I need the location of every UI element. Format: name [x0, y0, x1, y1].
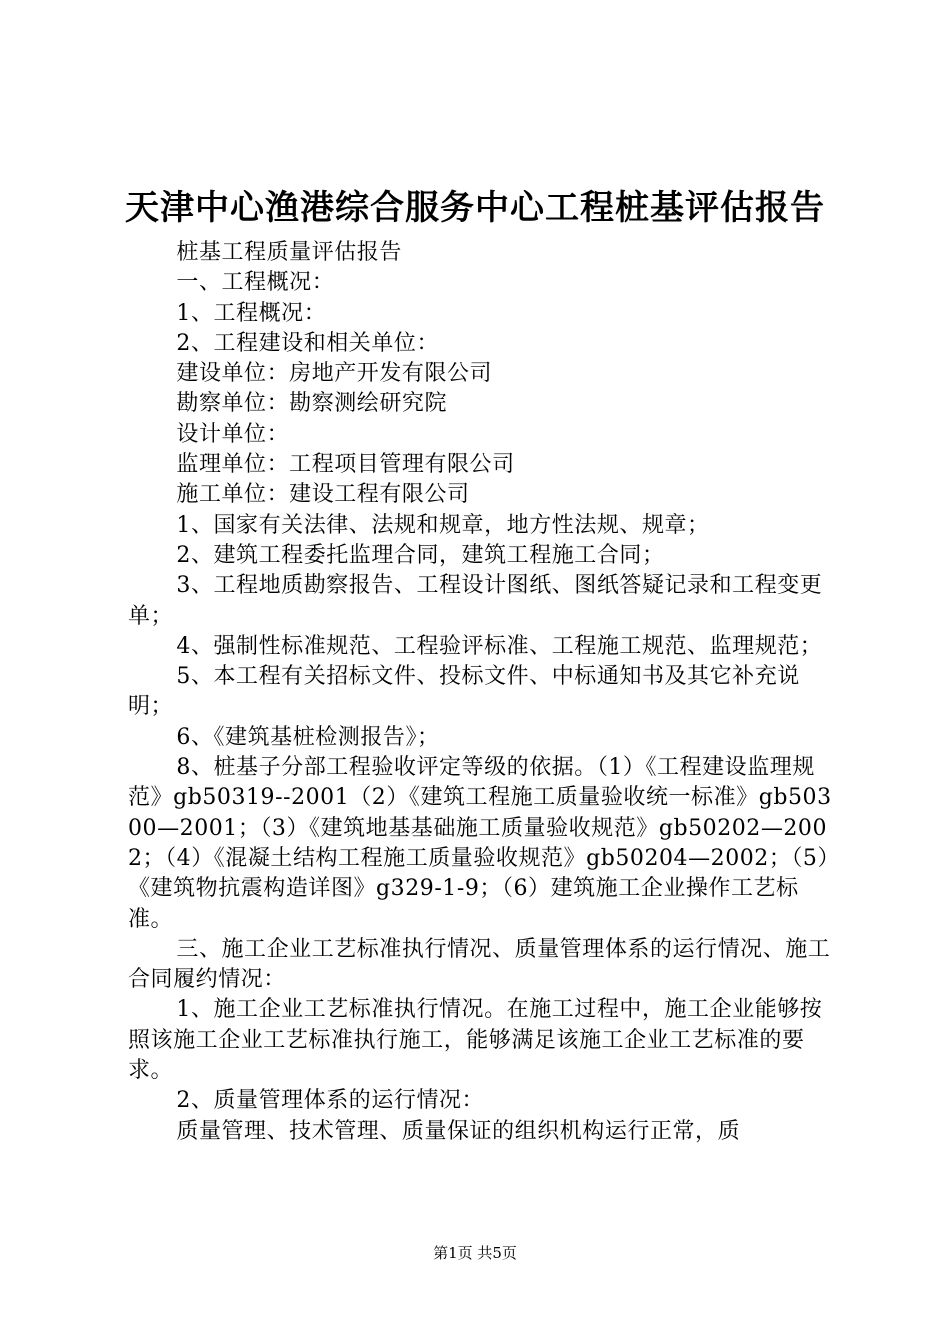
paragraph: 5、本工程有关招标文件、投标文件、中标通知书及其它补充说明；: [128, 664, 800, 720]
paragraph: 施工单位：建设工程有限公司: [176, 482, 470, 508]
page-footer: 第1页 共5页: [433, 1244, 517, 1262]
paragraph: 质量管理、技术管理、质量保证的组织机构运行正常，质: [176, 1118, 741, 1144]
paragraph: 1、国家有关法律、法规和规章，地方性法规、规章；: [176, 512, 710, 538]
document-body: [128, 238, 832, 1147]
paragraph: 2、工程建设和相关单位：: [176, 330, 439, 356]
paragraph: 一、工程概况：: [176, 270, 335, 296]
document-title: 天津中心渔港综合服务中心工程桩基评估报告: [125, 188, 825, 228]
paragraph: 桩基工程质量评估报告: [176, 240, 402, 265]
paragraph: 1、施工企业工艺标准执行情况。在施工过程中，施工企业能够按照该施工企业工艺标准执行施工，能够满足该施工企业工艺标准的要求。: [128, 997, 823, 1084]
paragraph: 2、质量管理体系的运行情况：: [176, 1088, 485, 1114]
paragraph: 设计单位：: [176, 421, 290, 447]
paragraph: 6、《建筑基桩检测报告》；: [176, 724, 440, 750]
paragraph: 8、桩基子分部工程验收评定等级的依据。（1）《工程建设监理规范》gb50319--2001（2）《建筑工程施工质量验收统一标准》gb50300—2001；（3）《建筑地基基础施工质量验收规范》gb50202—2002；（4）《混凝土结构工程施工质量验收规范》gb50204—2002；（5）《建筑物抗震构造详图》g329-1-9；（6）建筑施工企业操作工艺标准。: [128, 755, 832, 932]
paragraph: 1、工程概况：: [176, 300, 327, 326]
paragraph: 监理单位：工程项目管理有限公司: [176, 452, 515, 478]
paragraph: 三、施工企业工艺标准执行情况、质量管理体系的运行情况、施工合同履约情况：: [128, 936, 831, 993]
paragraph: 勘察单位：勘察测绘研究院: [176, 391, 447, 417]
paragraph: 4、强制性标准规范、工程验评标准、工程施工规范、监理规范；: [176, 633, 823, 659]
paragraph: 2、建筑工程委托监理合同，建筑工程施工合同；: [176, 542, 665, 568]
paragraph: 建设单位：房地产开发有限公司: [176, 361, 493, 387]
paragraph: 3、工程地质勘察报告、工程设计图纸、图纸答疑记录和工程变更单；: [128, 573, 823, 629]
